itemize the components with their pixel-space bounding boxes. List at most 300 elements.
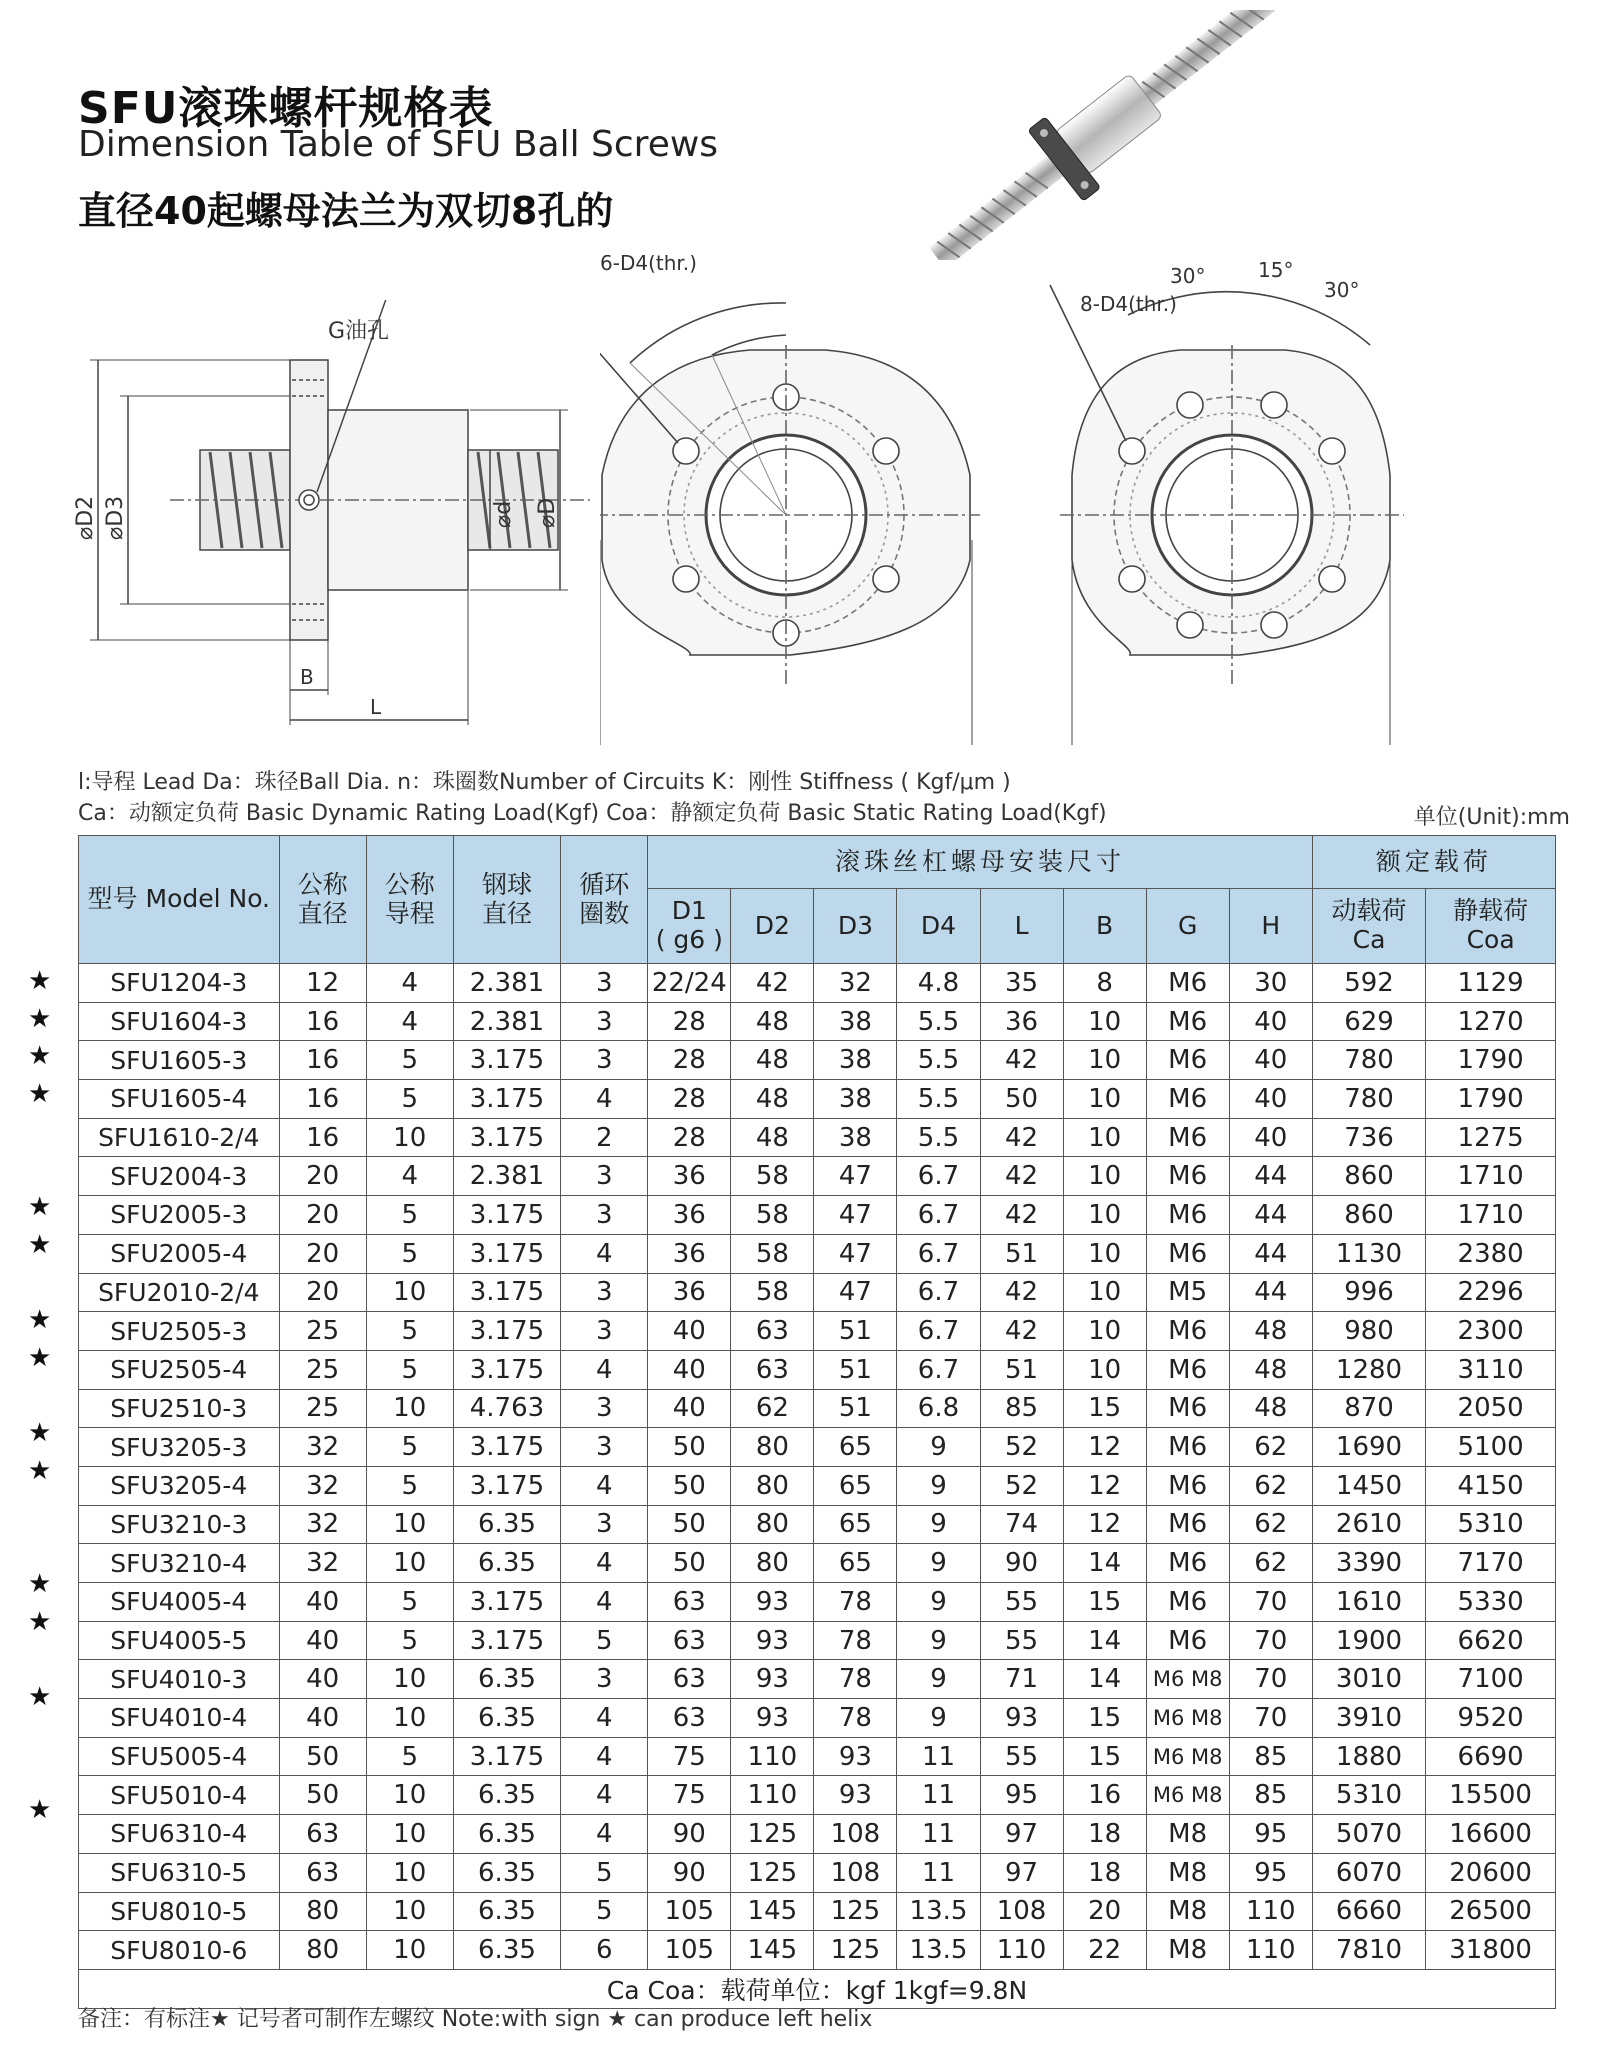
- cell-lead: 10: [366, 1505, 453, 1544]
- cell-d1: 63: [648, 1660, 731, 1699]
- cell-lead: 10: [366, 1273, 453, 1312]
- cell-n: 4: [561, 1776, 648, 1815]
- cell-b: 12: [1063, 1466, 1146, 1505]
- cell-model: SFU2510-3: [79, 1389, 280, 1428]
- unit-label: 单位(Unit):mm: [1413, 805, 1570, 830]
- cell-model: SFU2004-3: [79, 1157, 280, 1196]
- angle30a-label: 30°: [1170, 264, 1206, 288]
- cell-b: 22: [1063, 1931, 1146, 1970]
- cell-d2: 58: [731, 1157, 814, 1196]
- cell-n: 3: [561, 1312, 648, 1351]
- cell-model: SFU2505-3: [79, 1312, 280, 1351]
- header-b: B: [1063, 889, 1146, 964]
- cell-coa: 5100: [1426, 1428, 1556, 1467]
- header-d1: D1 ( g6 ): [648, 889, 731, 964]
- cell-d1: 36: [648, 1196, 731, 1235]
- header-d2: D2: [731, 889, 814, 964]
- cell-model: SFU3205-4: [79, 1466, 280, 1505]
- cell-l: 93: [980, 1699, 1063, 1738]
- cell-b: 10: [1063, 1157, 1146, 1196]
- cell-h: 40: [1229, 1118, 1312, 1157]
- cell-lead: 10: [366, 1699, 453, 1738]
- header-d4: D4: [897, 889, 980, 964]
- cell-d2: 93: [731, 1699, 814, 1738]
- header-d3: D3: [814, 889, 897, 964]
- cell-coa: 1790: [1426, 1041, 1556, 1080]
- cell-ca: 996: [1312, 1273, 1425, 1312]
- cell-d: 32: [279, 1544, 366, 1583]
- cell-d4: 9: [897, 1466, 980, 1505]
- cell-coa: 1710: [1426, 1196, 1556, 1235]
- cell-n: 4: [561, 1699, 648, 1738]
- cell-d3: 125: [814, 1892, 897, 1931]
- cell-h: 70: [1229, 1583, 1312, 1622]
- cell-b: 10: [1063, 1002, 1146, 1041]
- cell-coa: 2050: [1426, 1389, 1556, 1428]
- cell-ball: 6.35: [453, 1931, 560, 1970]
- cell-lead: 5: [366, 1041, 453, 1080]
- table-row: [79, 1428, 1556, 1467]
- cell-ball: 3.175: [453, 1118, 560, 1157]
- cell-n: 5: [561, 1892, 648, 1931]
- cell-ball: 3.175: [453, 1196, 560, 1235]
- cell-h: 70: [1229, 1660, 1312, 1699]
- cell-n: 3: [561, 1196, 648, 1235]
- angle15-label: 15°: [1258, 258, 1294, 282]
- cell-d4: 13.5: [897, 1892, 980, 1931]
- cell-lead: 5: [366, 1583, 453, 1622]
- table-row: [79, 1234, 1556, 1273]
- page-title-en: Dimension Table of SFU Ball Screws: [78, 124, 719, 165]
- cell-b: 18: [1063, 1815, 1146, 1854]
- cell-coa: 6620: [1426, 1621, 1556, 1660]
- cell-h: 85: [1229, 1776, 1312, 1815]
- cell-b: 10: [1063, 1118, 1146, 1157]
- cell-n: 5: [561, 1621, 648, 1660]
- cell-d2: 80: [731, 1505, 814, 1544]
- cell-h: 48: [1229, 1312, 1312, 1351]
- cell-l: 55: [980, 1583, 1063, 1622]
- cell-coa: 2300: [1426, 1312, 1556, 1351]
- cell-coa: 15500: [1426, 1776, 1556, 1815]
- star-mark: ★: [28, 1606, 52, 1637]
- cell-ball: 6.35: [453, 1776, 560, 1815]
- cell-g: M6: [1146, 1157, 1229, 1196]
- table-row: [79, 1583, 1556, 1622]
- cell-d3: 93: [814, 1737, 897, 1776]
- cell-lead: 5: [366, 1428, 453, 1467]
- cell-lead: 5: [366, 1080, 453, 1119]
- cell-d4: 5.5: [897, 1080, 980, 1119]
- header-nominal-dia: 公称 直径: [279, 836, 366, 964]
- cell-b: 10: [1063, 1234, 1146, 1273]
- header-load-group: 额定载荷: [1312, 836, 1555, 889]
- cell-l: 97: [980, 1815, 1063, 1854]
- cell-h: 62: [1229, 1466, 1312, 1505]
- cell-ball: 6.35: [453, 1544, 560, 1583]
- star-mark: ★: [28, 1343, 52, 1373]
- cell-ca: 1690: [1312, 1428, 1425, 1467]
- cell-g: M6: [1146, 1234, 1229, 1273]
- cell-n: 4: [561, 1583, 648, 1622]
- cell-h: 95: [1229, 1815, 1312, 1854]
- cell-d: 50: [279, 1737, 366, 1776]
- cell-d1: 28: [648, 1080, 731, 1119]
- table-row: [79, 1041, 1556, 1080]
- page-subtitle: 直径40起螺母法兰为双切8孔的: [78, 189, 614, 233]
- cell-d3: 51: [814, 1312, 897, 1351]
- cell-model: SFU3205-3: [79, 1428, 280, 1467]
- star-mark: ★: [28, 1229, 52, 1260]
- cell-h: 70: [1229, 1621, 1312, 1660]
- cell-model: SFU2010-2/4: [79, 1273, 280, 1312]
- cell-h: 48: [1229, 1389, 1312, 1428]
- cell-d1: 50: [648, 1466, 731, 1505]
- table-row: [79, 1273, 1556, 1312]
- cell-g: M8: [1146, 1853, 1229, 1892]
- cell-ball: 6.35: [453, 1853, 560, 1892]
- cell-coa: 7100: [1426, 1660, 1556, 1699]
- cell-ball: 2.381: [453, 964, 560, 1003]
- cell-h: 44: [1229, 1273, 1312, 1312]
- cell-h: 62: [1229, 1505, 1312, 1544]
- cell-d: 25: [279, 1312, 366, 1351]
- cell-d2: 125: [731, 1815, 814, 1854]
- cell-b: 15: [1063, 1737, 1146, 1776]
- cell-d: 20: [279, 1234, 366, 1273]
- cell-coa: 1790: [1426, 1080, 1556, 1119]
- cell-d2: 58: [731, 1273, 814, 1312]
- cell-d2: 125: [731, 1853, 814, 1892]
- cell-d4: 6.8: [897, 1389, 980, 1428]
- cell-d1: 28: [648, 1118, 731, 1157]
- cell-n: 3: [561, 1041, 648, 1080]
- holes6-label: 6-D4(thr.): [600, 255, 697, 275]
- cell-h: 62: [1229, 1428, 1312, 1467]
- cell-n: 4: [561, 1080, 648, 1119]
- cell-d2: 48: [731, 1118, 814, 1157]
- table-row: [79, 1118, 1556, 1157]
- cell-h: 40: [1229, 1041, 1312, 1080]
- cell-lead: 5: [366, 1312, 453, 1351]
- cell-l: 85: [980, 1389, 1063, 1428]
- cell-d4: 4.8: [897, 964, 980, 1003]
- cell-model: SFU1605-4: [79, 1080, 280, 1119]
- cell-coa: 26500: [1426, 1892, 1556, 1931]
- cell-l: 50: [980, 1080, 1063, 1119]
- cell-n: 3: [561, 1273, 648, 1312]
- cell-coa: 4150: [1426, 1466, 1556, 1505]
- cell-d3: 78: [814, 1699, 897, 1738]
- cell-l: 74: [980, 1505, 1063, 1544]
- cell-b: 14: [1063, 1660, 1146, 1699]
- angle30b-label: 30°: [1324, 278, 1360, 302]
- cell-ca: 629: [1312, 1002, 1425, 1041]
- cell-d4: 6.7: [897, 1312, 980, 1351]
- g-oil-hole-label: G油孔: [328, 319, 390, 344]
- cell-l: 71: [980, 1660, 1063, 1699]
- star-mark: ★: [28, 1079, 52, 1110]
- cell-d1: 40: [648, 1350, 731, 1389]
- l-label: L: [370, 695, 382, 719]
- cell-d1: 105: [648, 1892, 731, 1931]
- cell-n: 3: [561, 1157, 648, 1196]
- cell-coa: 5310: [1426, 1505, 1556, 1544]
- cell-ca: 1880: [1312, 1737, 1425, 1776]
- table-row: [79, 1699, 1556, 1738]
- cell-l: 42: [980, 1118, 1063, 1157]
- legend-line-1: l:导程 Lead Da：珠径Ball Dia. n：珠圈数Number of Circuits K：刚性 Stiffness ( Kgf/μm ): [78, 770, 1011, 795]
- cell-h: 70: [1229, 1699, 1312, 1738]
- cell-model: SFU5005-4: [79, 1737, 280, 1776]
- cell-d1: 36: [648, 1157, 731, 1196]
- cell-d2: 63: [731, 1350, 814, 1389]
- cell-lead: 10: [366, 1853, 453, 1892]
- cell-d2: 93: [731, 1621, 814, 1660]
- cell-d: 40: [279, 1660, 366, 1699]
- cell-g: M6: [1146, 1080, 1229, 1119]
- cell-lead: 10: [366, 1815, 453, 1854]
- cell-h: 30: [1229, 964, 1312, 1003]
- cell-d4: 9: [897, 1660, 980, 1699]
- cell-model: SFU1204-3: [79, 964, 280, 1003]
- cell-d3: 93: [814, 1776, 897, 1815]
- cell-d4: 6.7: [897, 1273, 980, 1312]
- flange-front-view-8-holes: [1040, 255, 1580, 745]
- cell-ca: 1900: [1312, 1621, 1425, 1660]
- cell-d3: 65: [814, 1505, 897, 1544]
- star-mark: ★: [28, 1795, 52, 1826]
- cell-d3: 65: [814, 1466, 897, 1505]
- cell-lead: 10: [366, 1776, 453, 1815]
- cell-h: 40: [1229, 1002, 1312, 1041]
- cell-d4: 9: [897, 1505, 980, 1544]
- header-ball-dia: 钢球 直径: [453, 836, 560, 964]
- cell-ca: 5310: [1312, 1776, 1425, 1815]
- cell-d4: 11: [897, 1737, 980, 1776]
- cell-g: M6: [1146, 1312, 1229, 1351]
- table-row: [79, 1737, 1556, 1776]
- cell-d4: 9: [897, 1544, 980, 1583]
- cell-d1: 28: [648, 1041, 731, 1080]
- cell-h: 85: [1229, 1737, 1312, 1776]
- cell-ca: 1610: [1312, 1583, 1425, 1622]
- cell-model: SFU2505-4: [79, 1350, 280, 1389]
- cell-l: 42: [980, 1312, 1063, 1351]
- cell-d3: 108: [814, 1853, 897, 1892]
- cell-model: SFU2005-3: [79, 1196, 280, 1235]
- cell-n: 3: [561, 1389, 648, 1428]
- cell-b: 15: [1063, 1583, 1146, 1622]
- ball-screw-photo: [915, 10, 1275, 260]
- cell-n: 3: [561, 1428, 648, 1467]
- cell-coa: 16600: [1426, 1815, 1556, 1854]
- cell-g: M6: [1146, 1544, 1229, 1583]
- cell-ball: 3.175: [453, 1312, 560, 1351]
- cell-d2: 93: [731, 1660, 814, 1699]
- table-row: [79, 1544, 1556, 1583]
- cell-n: 3: [561, 1002, 648, 1041]
- cell-n: 4: [561, 1815, 648, 1854]
- star-mark: ★: [28, 1418, 52, 1449]
- cell-d2: 58: [731, 1234, 814, 1273]
- cell-d: 63: [279, 1815, 366, 1854]
- cell-g: M6 M8: [1146, 1737, 1229, 1776]
- cell-d1: 28: [648, 1002, 731, 1041]
- cell-ca: 3910: [1312, 1699, 1425, 1738]
- cell-g: M6: [1146, 1505, 1229, 1544]
- cell-l: 36: [980, 1002, 1063, 1041]
- small-d-label: ⌀d: [491, 500, 516, 528]
- cell-b: 10: [1063, 1350, 1146, 1389]
- cell-d4: 9: [897, 1583, 980, 1622]
- cell-d4: 6.7: [897, 1196, 980, 1235]
- cell-l: 110: [980, 1931, 1063, 1970]
- cell-b: 15: [1063, 1699, 1146, 1738]
- cell-l: 35: [980, 964, 1063, 1003]
- cell-ball: 6.35: [453, 1815, 560, 1854]
- table-row: [79, 1389, 1556, 1428]
- cell-d: 32: [279, 1428, 366, 1467]
- cell-g: M6 M8: [1146, 1699, 1229, 1738]
- cell-d4: 5.5: [897, 1002, 980, 1041]
- cell-b: 10: [1063, 1041, 1146, 1080]
- cell-n: 2: [561, 1118, 648, 1157]
- cell-h: 40: [1229, 1080, 1312, 1119]
- cell-h: 110: [1229, 1892, 1312, 1931]
- cell-n: 4: [561, 1466, 648, 1505]
- cell-coa: 1275: [1426, 1118, 1556, 1157]
- header-ca: 动载荷 Ca: [1312, 889, 1425, 964]
- cell-h: 44: [1229, 1157, 1312, 1196]
- cell-d2: 63: [731, 1312, 814, 1351]
- cell-d4: 9: [897, 1699, 980, 1738]
- cell-model: SFU1610-2/4: [79, 1118, 280, 1157]
- cell-l: 55: [980, 1621, 1063, 1660]
- cell-coa: 1129: [1426, 964, 1556, 1003]
- table-row: [79, 1157, 1556, 1196]
- cell-d: 25: [279, 1350, 366, 1389]
- cell-d3: 32: [814, 964, 897, 1003]
- cell-d2: 145: [731, 1892, 814, 1931]
- cell-l: 51: [980, 1234, 1063, 1273]
- cell-ca: 780: [1312, 1080, 1425, 1119]
- cell-d3: 47: [814, 1273, 897, 1312]
- cell-d2: 110: [731, 1776, 814, 1815]
- cell-h: 95: [1229, 1853, 1312, 1892]
- cell-h: 110: [1229, 1931, 1312, 1970]
- cell-d4: 11: [897, 1815, 980, 1854]
- cell-d: 80: [279, 1892, 366, 1931]
- cell-ca: 870: [1312, 1389, 1425, 1428]
- cell-l: 108: [980, 1892, 1063, 1931]
- cell-g: M6: [1146, 1118, 1229, 1157]
- cell-coa: 1270: [1426, 1002, 1556, 1041]
- spec-table-body: [79, 964, 1556, 1970]
- cell-d3: 38: [814, 1002, 897, 1041]
- cell-coa: 5330: [1426, 1583, 1556, 1622]
- cell-n: 4: [561, 1350, 648, 1389]
- table-row: [79, 1621, 1556, 1660]
- cell-d3: 51: [814, 1389, 897, 1428]
- cell-lead: 5: [366, 1234, 453, 1273]
- cell-ball: 3.175: [453, 1466, 560, 1505]
- cell-ca: 1450: [1312, 1466, 1425, 1505]
- cell-model: SFU8010-6: [79, 1931, 280, 1970]
- cell-h: 44: [1229, 1196, 1312, 1235]
- cell-ca: 980: [1312, 1312, 1425, 1351]
- cell-n: 4: [561, 1544, 648, 1583]
- cell-d1: 90: [648, 1815, 731, 1854]
- cell-l: 52: [980, 1428, 1063, 1467]
- cell-d3: 38: [814, 1080, 897, 1119]
- big-d-label: ⌀D: [535, 497, 560, 528]
- cell-d: 16: [279, 1041, 366, 1080]
- cell-d: 50: [279, 1776, 366, 1815]
- cell-g: M8: [1146, 1892, 1229, 1931]
- table-row: [79, 1853, 1556, 1892]
- cell-b: 10: [1063, 1196, 1146, 1235]
- cell-model: SFU4010-4: [79, 1699, 280, 1738]
- cell-d1: 36: [648, 1234, 731, 1273]
- cell-model: SFU3210-4: [79, 1544, 280, 1583]
- page-title-zh: SFU滚珠螺杆规格表: [78, 83, 494, 134]
- cell-g: M6: [1146, 1466, 1229, 1505]
- cell-d1: 50: [648, 1544, 731, 1583]
- cell-d1: 105: [648, 1931, 731, 1970]
- cell-d2: 93: [731, 1583, 814, 1622]
- cell-n: 3: [561, 1660, 648, 1699]
- table-row: [79, 964, 1556, 1003]
- cell-d4: 11: [897, 1853, 980, 1892]
- cell-ca: 5070: [1312, 1815, 1425, 1854]
- cell-lead: 5: [366, 1196, 453, 1235]
- header-circuits: 循环 圈数: [561, 836, 648, 964]
- cell-d3: 108: [814, 1815, 897, 1854]
- cell-n: 4: [561, 1234, 648, 1273]
- cell-l: 42: [980, 1196, 1063, 1235]
- cell-n: 6: [561, 1931, 648, 1970]
- table-row: [79, 1350, 1556, 1389]
- cell-g: M6: [1146, 1583, 1229, 1622]
- b-label: B: [300, 665, 314, 689]
- cell-d: 16: [279, 1118, 366, 1157]
- cell-d1: 50: [648, 1428, 731, 1467]
- cell-coa: 9520: [1426, 1699, 1556, 1738]
- header-coa: 静载荷 Coa: [1426, 889, 1556, 964]
- footnote: 备注：有标注★ 记号者可制作左螺纹 Note:with sign ★ can produce left helix: [78, 2007, 873, 2032]
- cell-d4: 6.7: [897, 1157, 980, 1196]
- cell-d3: 65: [814, 1428, 897, 1467]
- cell-d4: 13.5: [897, 1931, 980, 1970]
- cell-lead: 10: [366, 1544, 453, 1583]
- cell-ca: 780: [1312, 1041, 1425, 1080]
- table-row: [79, 1776, 1556, 1815]
- cell-model: SFU6310-4: [79, 1815, 280, 1854]
- cell-ball: 6.35: [453, 1892, 560, 1931]
- cell-ca: 6660: [1312, 1892, 1425, 1931]
- cell-ca: 7810: [1312, 1931, 1425, 1970]
- table-row: [79, 1466, 1556, 1505]
- cell-d2: 62: [731, 1389, 814, 1428]
- cell-d: 25: [279, 1389, 366, 1428]
- cell-b: 15: [1063, 1389, 1146, 1428]
- cell-l: 97: [980, 1853, 1063, 1892]
- cell-d3: 47: [814, 1234, 897, 1273]
- table-footer: Ca Coa：载荷单位：kgf 1kgf=9.8N: [79, 1969, 1556, 2008]
- cell-coa: 6690: [1426, 1737, 1556, 1776]
- cell-ball: 2.381: [453, 1002, 560, 1041]
